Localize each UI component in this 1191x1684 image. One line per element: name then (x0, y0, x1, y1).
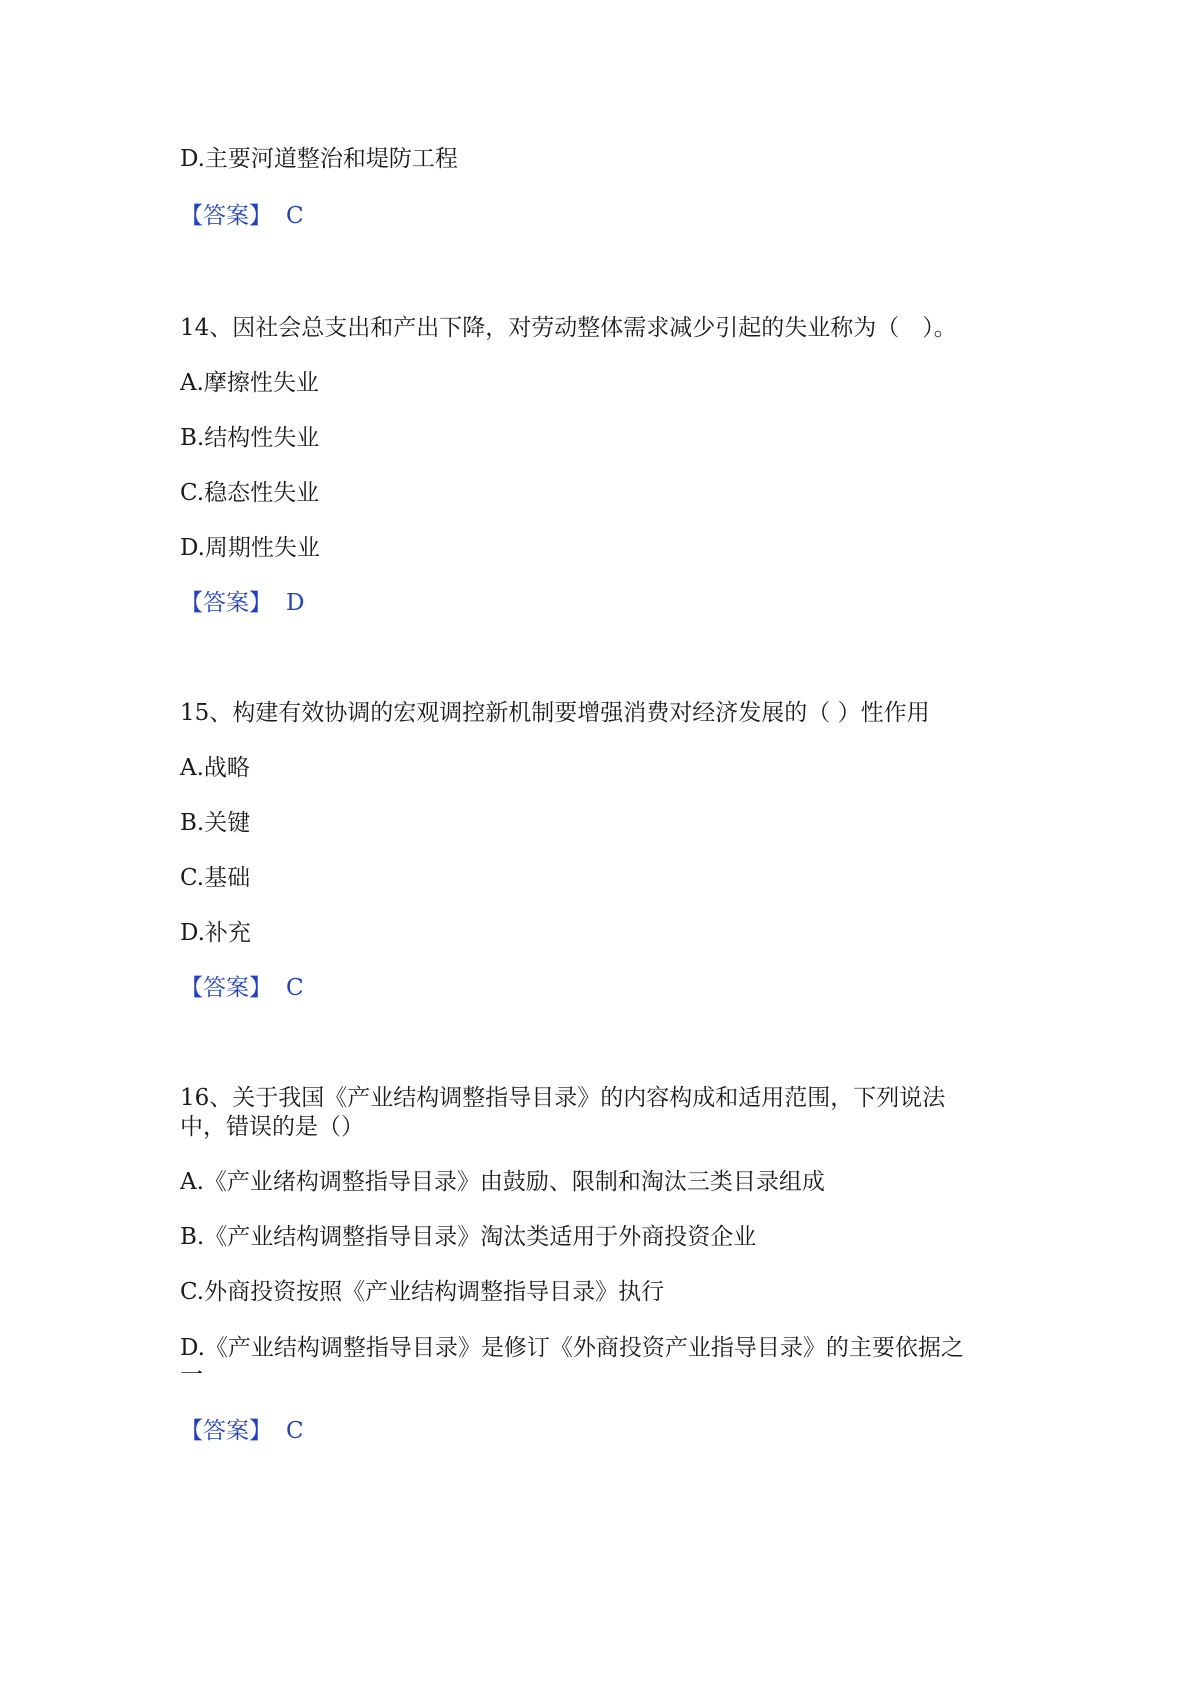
q16-option-c: C.外商投资按照《产业结构调整指导目录》执行 (180, 1279, 665, 1305)
q13-option-d: D.主要河道整治和堤防工程 (180, 146, 458, 172)
q16-option-d-line2: 一 (180, 1362, 203, 1388)
q15-answer (180, 972, 1020, 1004)
q14-option-c: C.稳态性失业 (180, 480, 320, 506)
answer-value: C (286, 203, 304, 229)
q16-stem-line1: 16、关于我国《产业结构调整指导目录》的内容构成和适用范围，下列说法 (180, 1085, 946, 1111)
q15-option-c: C.基础 (180, 865, 251, 891)
q16-option-a: A.《产业绪构调整指导目录》由鼓励、限制和淘汰三类目录组成 (180, 1169, 825, 1195)
q14-stem: 14、因社会总支出和产出下降，对劳动整体需求减少引起的失业称为（ ）。 (180, 315, 957, 341)
answer-value: C (286, 1418, 304, 1444)
q16-option-d-line1: D.《产业结构调整指导目录》是修订《外商投资产业指导目录》的主要依据之 (180, 1335, 964, 1361)
q14-answer (180, 587, 1020, 619)
q14-option-b: B.结构性失业 (180, 425, 320, 451)
answer-label: 【答案】 (180, 975, 272, 1001)
q15-stem: 15、构建有效协调的宏观调控新机制要增强消费对经济发展的（ ）性作用 (180, 700, 930, 726)
q15-option-b: B.关键 (180, 810, 251, 836)
q15-option-a: A.战略 (180, 755, 250, 781)
answer-value: D (286, 590, 305, 616)
answer-label: 【答案】 (180, 1418, 272, 1444)
q16-stem-line2: 中，错误的是（） (180, 1114, 364, 1140)
answer-label: 【答案】 (180, 590, 272, 616)
q13-answer (180, 200, 1020, 232)
q14-option-a: A.摩擦性失业 (180, 370, 319, 396)
q16-option-b: B.《产业结构调整指导目录》淘汰类适用于外商投资企业 (180, 1224, 757, 1250)
q16-answer (180, 1415, 1020, 1447)
answer-value: C (286, 975, 304, 1001)
q15-option-d: D.补充 (180, 920, 251, 946)
answer-label: 【答案】 (180, 203, 272, 229)
q14-option-d: D.周期性失业 (180, 535, 320, 561)
